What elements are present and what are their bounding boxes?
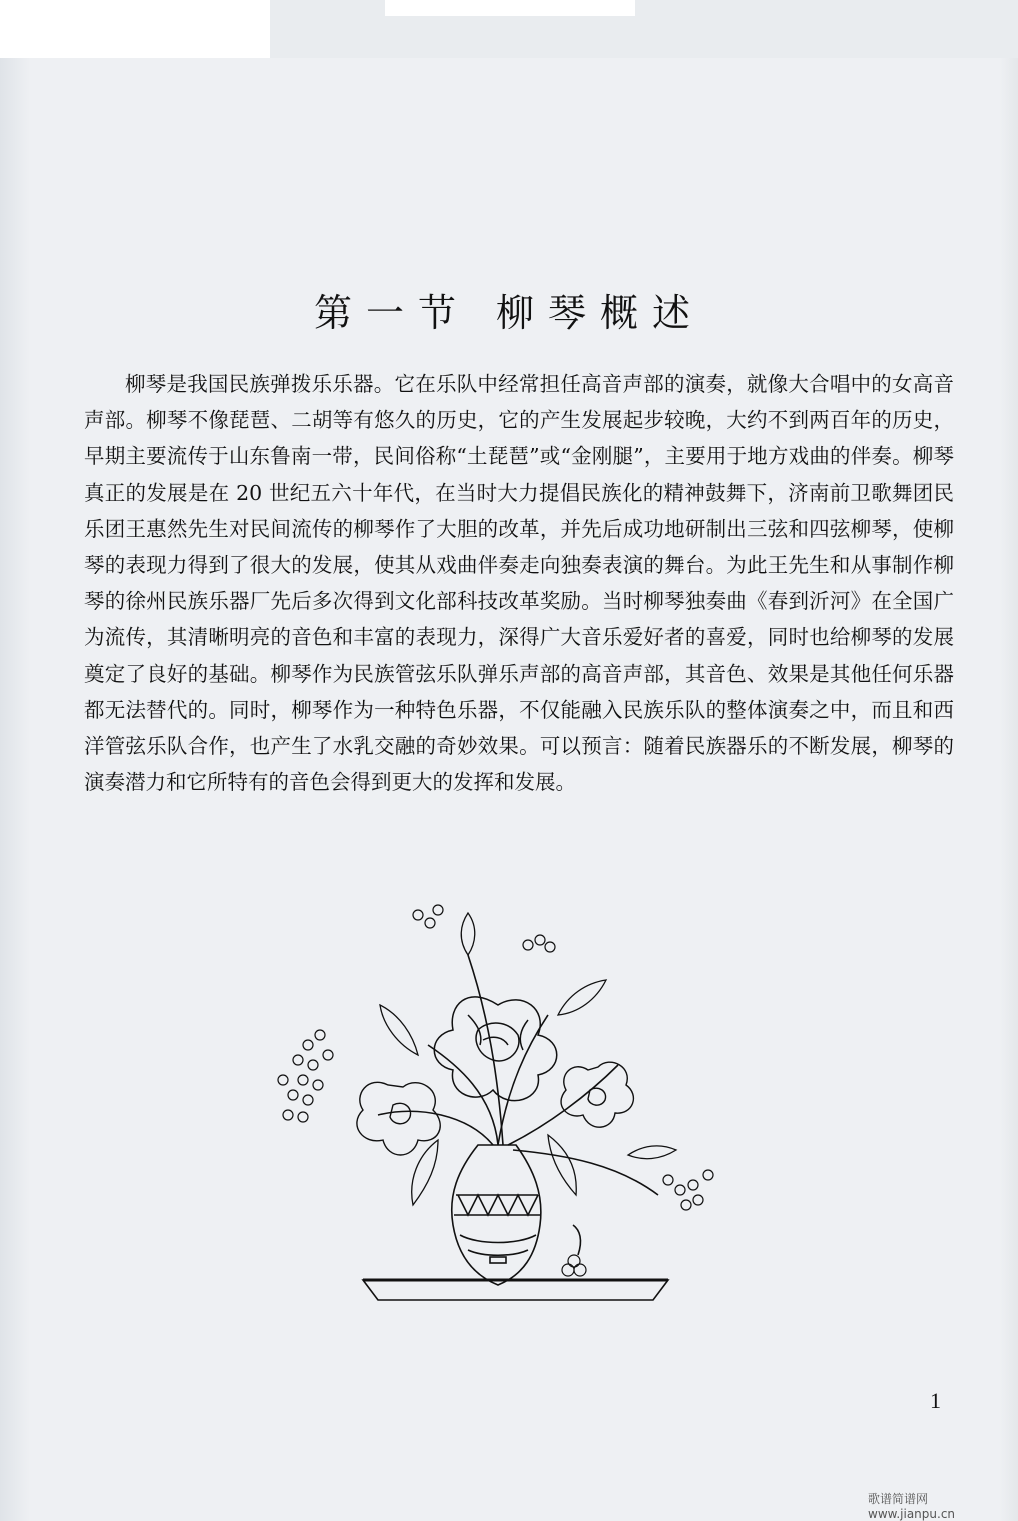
section-title: 第一节 柳琴概述 (313, 291, 705, 335)
body-paragraph: 柳琴是我国民族弹拨乐乐器。它在乐队中经常担任高音声部的演奏，就像大合唱中的女高音声部。柳琴不像琵琶、二胡等有悠久的历史，它的产生发展起步较晚，大约不到两百年的历史，早期主要流传于山东鲁南一带，民间俗称“土琵琶”或“金刚腿”，主要用于地方戏曲的伴奏。柳琴真正的发展是在 20 世纪五六十年代，在当时大力提倡民族化的精神鼓舞下，济南前卫歌舞团民乐团王惠然先生对民间流传的柳琴作了大胆的改革，并先后成功地研制出三弦和四弦柳琴，使柳琴的表现力得到了很大的发展，使其从戏曲伴奏走向独奏表演的舞台。为此王先生和从事制作柳琴的徐州民族乐器厂先后多次得到文化部科技改革奖励。当时柳琴独奏曲《春到沂河》在全国广为流传，其清晰明亮的音色和丰富的表现力，深得广大音乐爱好者的喜爱，同时也给柳琴的发展奠定了良好的基础。柳琴作为民族管弦乐队弹乐声部的高音声部，其音色、效果是其他任何乐器都无法替代的。同时，柳琴作为一种特色乐器，不仅能融入民族乐队的整体演奏之中，而且和西洋管弦乐队合作，也产生了水乳交融的奇妙效果。可以预言：随着民族器乐的不断发展，柳琴的演奏潜力和它所特有的音色会得到更大的发挥和发展。 (84, 372, 954, 795)
scan-margin (385, 0, 635, 16)
page-number: 1 (930, 1388, 941, 1413)
site-watermark: 歌谱简谱网 www.jianpu.cn (868, 1492, 956, 1521)
flower-vase-illustration-icon (268, 895, 728, 1310)
scan-margin (0, 0, 270, 58)
